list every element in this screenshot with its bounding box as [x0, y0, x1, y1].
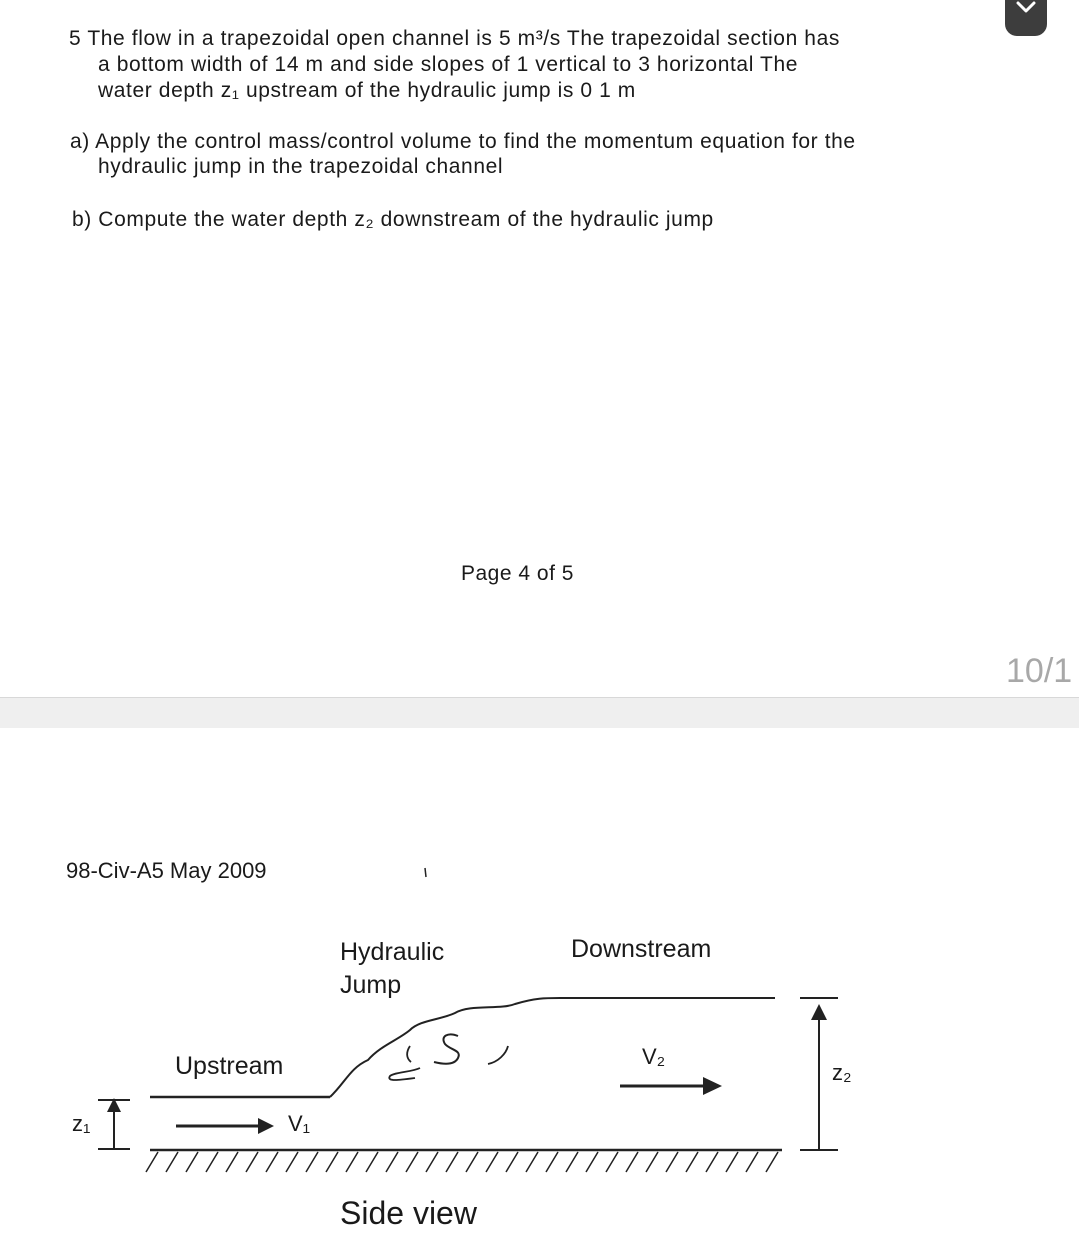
label-v2: V₂	[642, 1044, 666, 1069]
label-jump: Jump	[340, 971, 402, 999]
turbulence-mark	[407, 1046, 411, 1062]
figure-caption: Side view	[340, 1195, 477, 1231]
page-footer: Page 4 of 5	[461, 562, 574, 585]
label-v1: V₁	[288, 1111, 311, 1136]
exam-code: 98-Civ-A5 May 2009	[66, 858, 267, 883]
page-nav-button[interactable]	[1005, 0, 1047, 36]
part-a-line-2: hydraulic jump in the trapezoidal channel	[98, 155, 504, 178]
v1-arrowhead	[258, 1118, 274, 1134]
z2-arrowhead	[811, 1004, 827, 1020]
v2-arrowhead	[703, 1077, 722, 1095]
label-hydraulic: Hydraulic	[340, 938, 445, 966]
chevron-down-icon	[1015, 0, 1037, 14]
part-b-line: b) Compute the water depth z₂ downstream of the hydraulic jump	[72, 208, 714, 231]
turbulence-mark	[389, 1068, 420, 1080]
stray-mark	[425, 868, 426, 877]
label-upstream: Upstream	[175, 1052, 284, 1080]
figure-drawing	[0, 728, 1079, 1237]
label-downstream: Downstream	[571, 935, 712, 963]
page-counter: 10/1	[1006, 652, 1073, 690]
label-z2: z₂	[832, 1060, 852, 1085]
bed-hatching	[146, 1152, 778, 1172]
turbulence-mark	[434, 1034, 459, 1063]
label-z1: z₁	[72, 1111, 91, 1136]
question-line-1: 5 The flow in a trapezoidal open channel is 5 m³/s The trapezoidal section has	[69, 27, 840, 50]
question-line-2: a bottom width of 14 m and side slopes of 1 vertical to 3 horizontal The	[98, 53, 799, 76]
turbulence-mark	[488, 1046, 508, 1064]
part-a-line-1: a) Apply the control mass/control volume to find the momentum equation for the	[70, 130, 856, 153]
page-separator	[0, 697, 1079, 729]
question-line-3: water depth z₁ upstream of the hydraulic jump is 0 1 m	[98, 79, 636, 102]
